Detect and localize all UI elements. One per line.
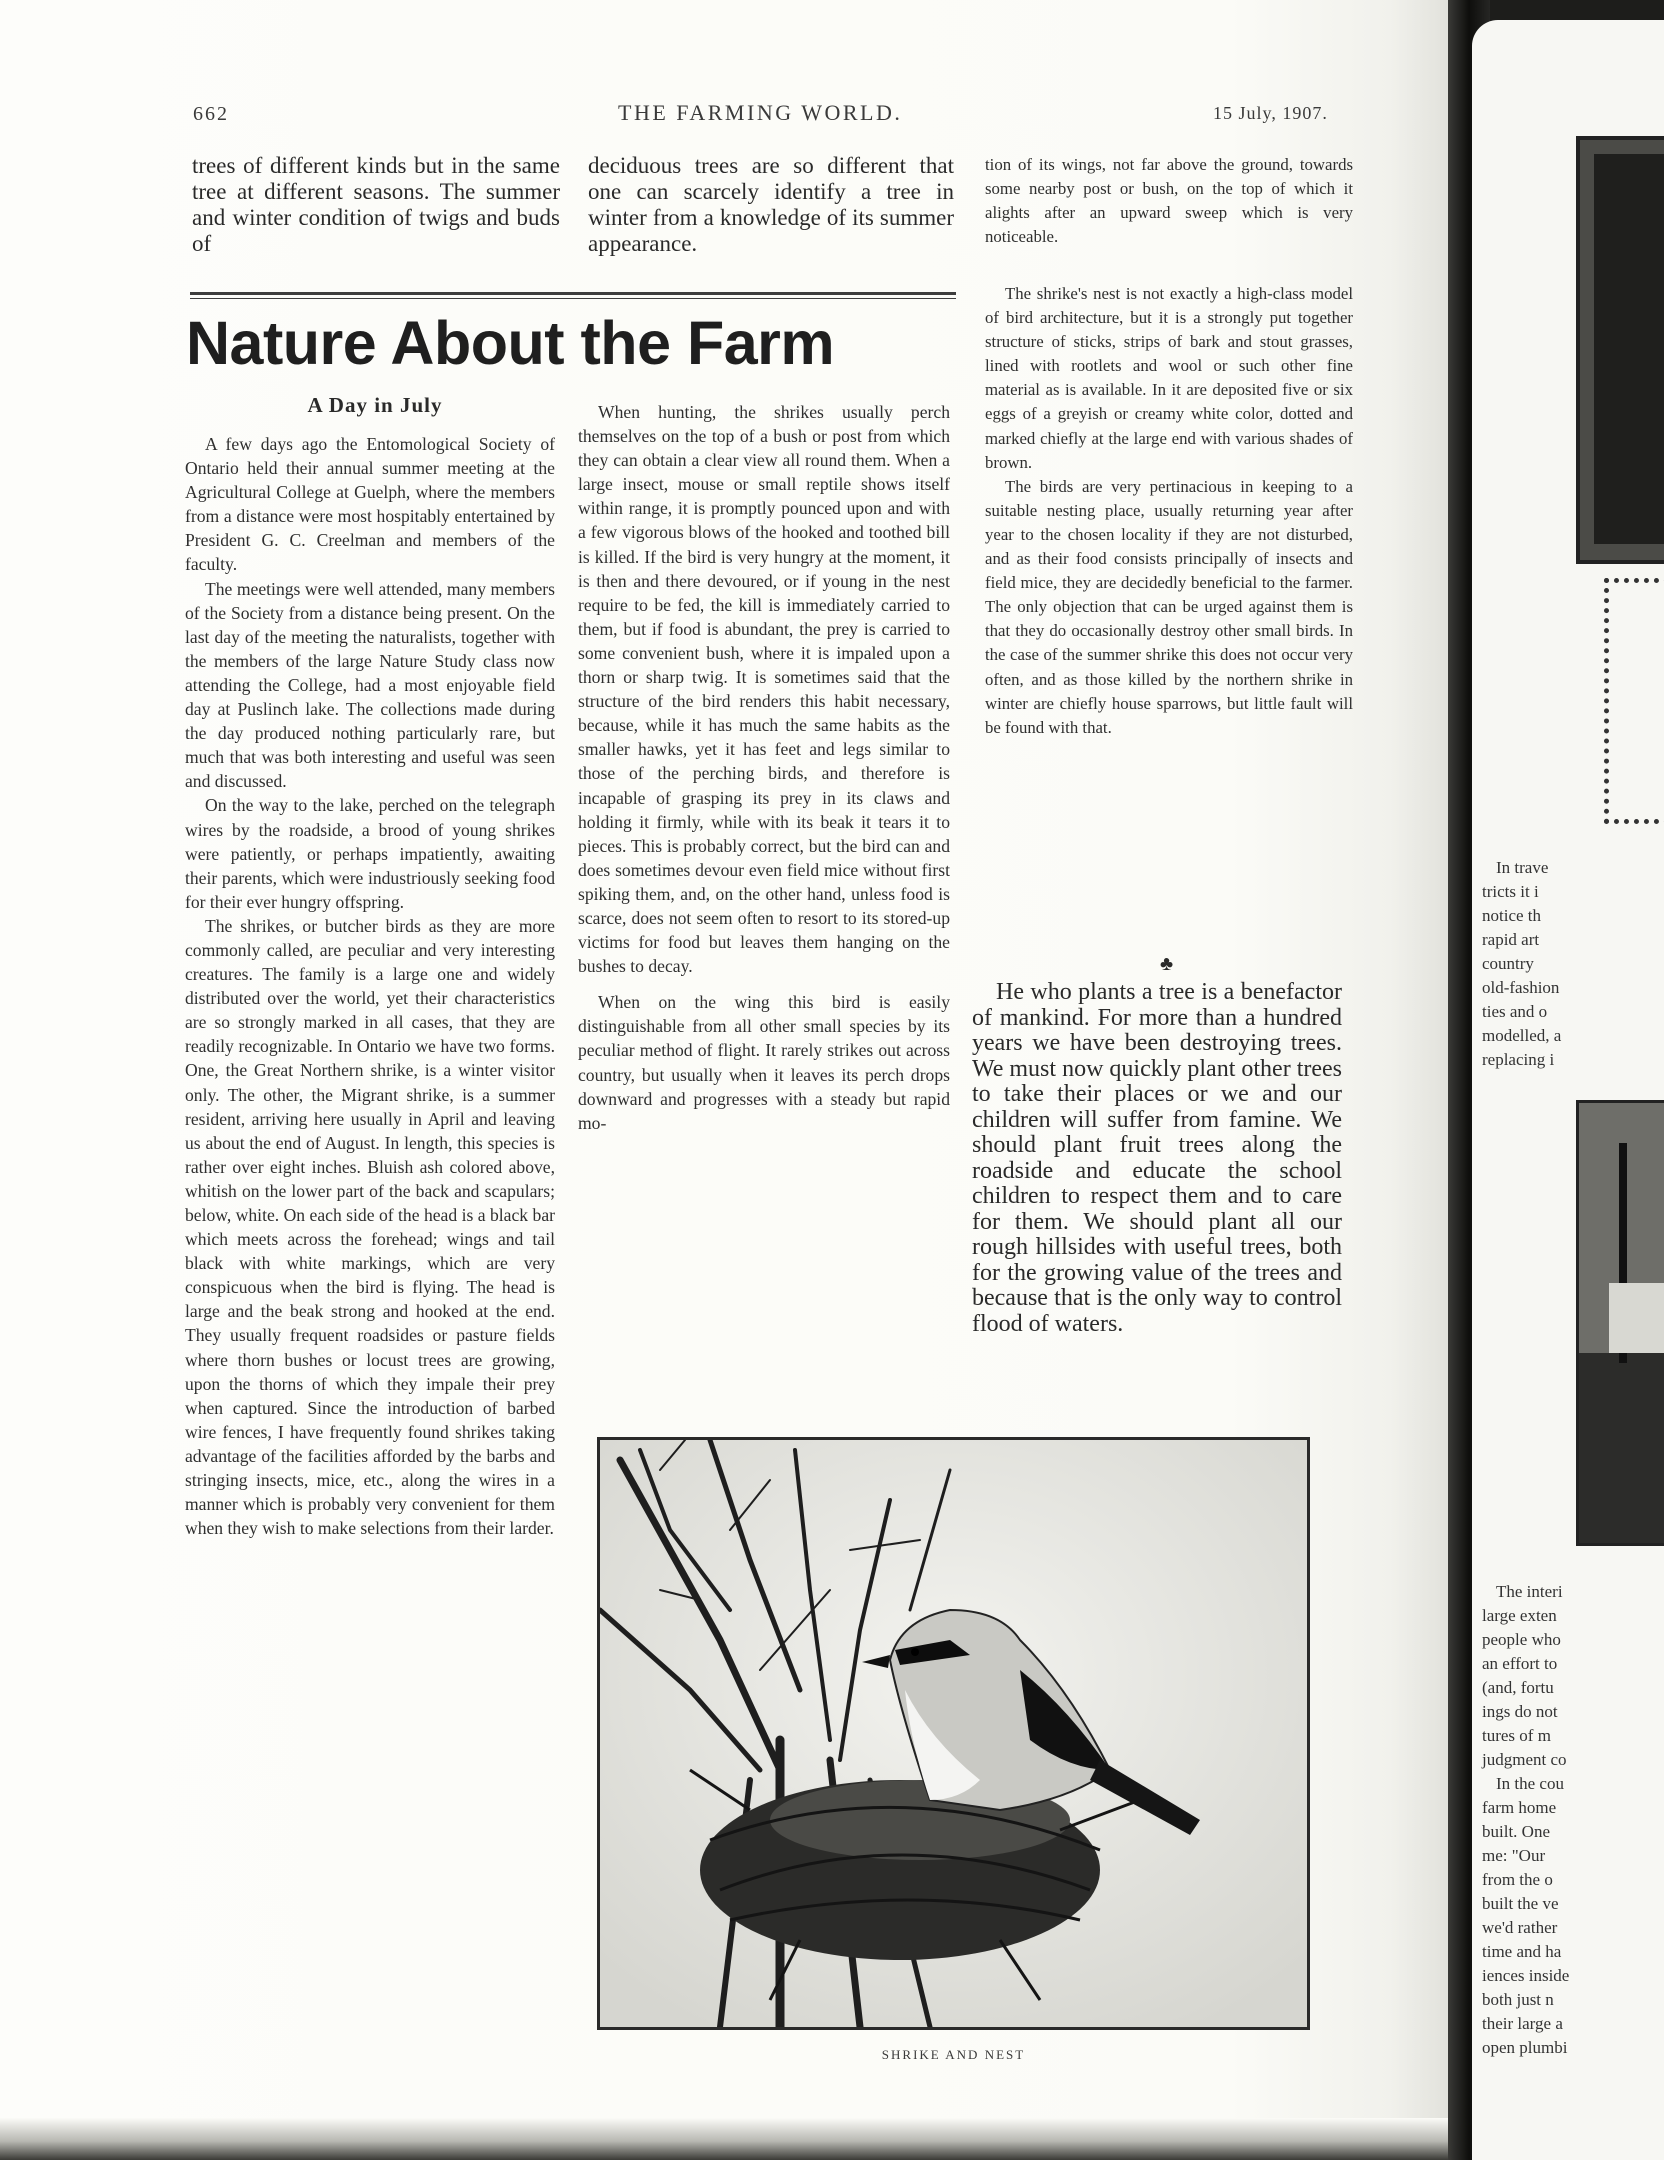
paragraph: When on the wing this bird is easily distinguishable from all other small species by its peculiar method of flight. It rarely strikes out across country, but usually when it leaves its perch drops downward and progresses with a steady but rapid mo-	[578, 992, 950, 1133]
article-subhead: A Day in July	[307, 393, 443, 417]
fragment-line: people who	[1482, 1630, 1561, 1649]
shrike-nest-photo	[597, 1437, 1310, 2030]
column-3	[985, 282, 1353, 740]
fragment-line: an effort to	[1482, 1654, 1558, 1673]
fragment-line: from the o	[1482, 1870, 1553, 1889]
fragment-line: modelled, a	[1482, 1026, 1562, 1045]
fragment-line: country	[1482, 954, 1534, 973]
page-bottom-edge	[0, 2118, 1448, 2160]
shrike-nest-image	[600, 1440, 1307, 2027]
top-snippet-col3: tion of its wings, not far above the ground, towards some nearby post or bush, on the top of which it alights after an upward sweep which is very noticeable.	[985, 155, 1353, 247]
page-number: 662	[193, 103, 229, 125]
right-page-image-frame	[1576, 136, 1664, 564]
ornament-icon: ♣	[1160, 953, 1174, 975]
fragment-line: both just n	[1482, 1990, 1554, 2009]
fragment-line: we'd rather	[1482, 1918, 1558, 1937]
right-page	[1472, 20, 1664, 2160]
heading-rule	[190, 292, 956, 295]
fragment-line: me: "Our	[1482, 1846, 1546, 1865]
photo-caption: SHRIKE AND NEST	[881, 2047, 1026, 2062]
fragment-line: The interi	[1496, 1582, 1563, 1601]
running-title: THE FARMING WORLD.	[618, 100, 903, 125]
fragment-line: rapid art	[1482, 930, 1540, 949]
paragraph: The shrike's nest is not exactly a high-class model of bird architecture, but it is a strongly put together structure of sticks, strips of bark and stout grasses, lined with rootlets and wool or such other fine material as is available. In it are deposited five or six eggs of a greyish or creamy white color, dotted and marked chiefly at the large end with various shades of brown.	[985, 284, 1353, 472]
paragraph: On the way to the lake, perched on the telegraph wires by the roadside, a brood of young shrikes were patiently, or perhaps impatiently, awaiting their parents, which were industriously seeking food for their ever hungry offspring.	[185, 795, 555, 912]
tree-paragraph	[972, 980, 1342, 1337]
issue-date: 15 July, 1907.	[1213, 103, 1328, 123]
fragment-line: In trave	[1496, 858, 1549, 877]
fragment-line: iences inside	[1482, 1966, 1570, 1985]
fragment-line: ties and o	[1482, 1002, 1548, 1021]
top-snippet-col1: trees of different kinds but in the same tree at different seasons. The summer and winter condition of twigs and buds of	[192, 153, 560, 256]
fragment-line: tricts it i	[1482, 882, 1539, 901]
column-1	[185, 432, 555, 1540]
right-page-dotted-box	[1604, 578, 1664, 824]
top-snippet-col2: deciduous trees are so different that one can scarcely identify a tree in winter from a knowledge of its summer appearance.	[588, 153, 954, 256]
fragment-line: their large a	[1482, 2014, 1563, 2033]
fragment-line: large exten	[1482, 1606, 1557, 1625]
article-headline: Nature About the Farm	[186, 309, 835, 377]
fragment-line: old-fashion	[1482, 978, 1560, 997]
heading-rule-thin	[190, 298, 956, 299]
paragraph: He who plants a tree is a benefactor of mankind. For more than a hundred years we have been destroying trees. We must now quickly plant other trees to take their places or we and our children will suffer from famine. We should plant fruit trees along the roadside and educate the school children to respect them and to care for them. We should plant all our rough hillsides with useful trees, both for the growing value of the trees and because that is the only way to control flood of waters.	[972, 979, 1342, 1337]
fragment-line: judgment co	[1482, 1750, 1567, 1769]
fragment-line: (and, fortu	[1482, 1678, 1554, 1697]
paragraph: The birds are very pertinacious in keeping to a suitable nesting place, usually returning year after year to the chosen locality if they are not disturbed, and as their food consists principally of insects and field mice, they are decidedly beneficial to the farmer. The only objection that can be urged against them is that they do occasionally destroy other small birds. In the case of the summer shrike this does not occur very often, and as those killed by the northern shrike in winter are chiefly house sparrows, but little fault will be found with that.	[985, 476, 1353, 737]
paragraph: The meetings were well attended, many members of the Society from a distance being present. On the last day of the meeting the naturalists, together with the members of the large Nature Study class now attending the College, had a most enjoyable field day at Puslinch lake. The collections made during the day produced nothing particularly rare, but much that was both interesting and useful was seen and discussed.	[185, 578, 555, 792]
paragraph: When hunting, the shrikes usually perch themselves on the top of a bush or post from which they can obtain a clear view all round them. When a large insect, mouse or small reptile shows itself within range, it is promptly pounced upon and with a few vigorous blows of the hooked and toothed bill is killed. If the bird is very hungry at the moment, it is then and there devoured, or if young in the nest require to be fed, the kill is immediately carried to them, but if food is abundant, the prey is carried to some convenient bush, where it is impaled upon a thorn or sharp twig. It is sometimes said that the structure of the bird renders this habit necessary, because, while it has much the same habits as the smaller hawks, yet it has feet and legs similar to those of the perching birds, and therefore is incapable of grasping its prey in its claws and holding it firmly, while with its beak it tears it to pieces. This is probably correct, but the bird can and does sometimes devour even field mice without first spiking them, and, on the other hand, unless food is scarce, does not seem often to resort to its stored-up victims for food but leaves them hanging on the bushes to decay.	[578, 402, 950, 977]
paragraph: A few days ago the Entomological Society of Ontario held their annual summer meeting at the Agricultural College at Guelph, where the members from a distance were most hospitably entertained by President G. C. Creelman and members of the faculty.	[185, 434, 555, 575]
fragment-line: built the ve	[1482, 1894, 1559, 1913]
fragment-line: In the cou	[1496, 1774, 1564, 1793]
fragment-line: replacing i	[1482, 1050, 1555, 1069]
fragment-line: built. One	[1482, 1822, 1550, 1841]
fragment-line: time and ha	[1482, 1942, 1562, 1961]
fragment-line: ings do not	[1482, 1702, 1558, 1721]
fragment-line: farm home	[1482, 1798, 1557, 1817]
right-page-photo	[1576, 1100, 1664, 1546]
fragment-line: tures of m	[1482, 1726, 1551, 1745]
fragment-line: open plumbi	[1482, 2038, 1568, 2057]
column-2	[578, 400, 950, 1135]
paragraph: The shrikes, or butcher birds as they are more commonly called, are peculiar and very interesting creatures. The family is a large one and widely distributed over the world, yet their characteristics are so strongly marked in all cases, that they are readily recognizable. In Ontario we have two forms. One, the Great Northern shrike, is a winter visitor only. The other, the Migrant shrike, is a summer resident, arriving here usually in April and leaving us about the end of August. In length, this species is rather over eight inches. Bluish ash colored above, whitish on the lower part of the back and scapulars; below, white. On each side of the head is a black bar which meets across the forehead; wings and tail black with white markings, which are very conspicuous when the bird is flying. The head is large and the beak strong and hooked at the end. They usually frequent roadsides or pasture fields where thorn bushes or locust trees are growing, upon the thorns of which they impale their prey when captured. Since the introduction of barbed wire fences, I have frequently found shrikes taking advantage of the facilities afforded by the barbs and stringing insects, mice, etc., along the wires in a manner which is probably very convenient for them when they wish to make selections from their larder.	[185, 915, 555, 1539]
fragment-line: notice th	[1482, 906, 1542, 925]
